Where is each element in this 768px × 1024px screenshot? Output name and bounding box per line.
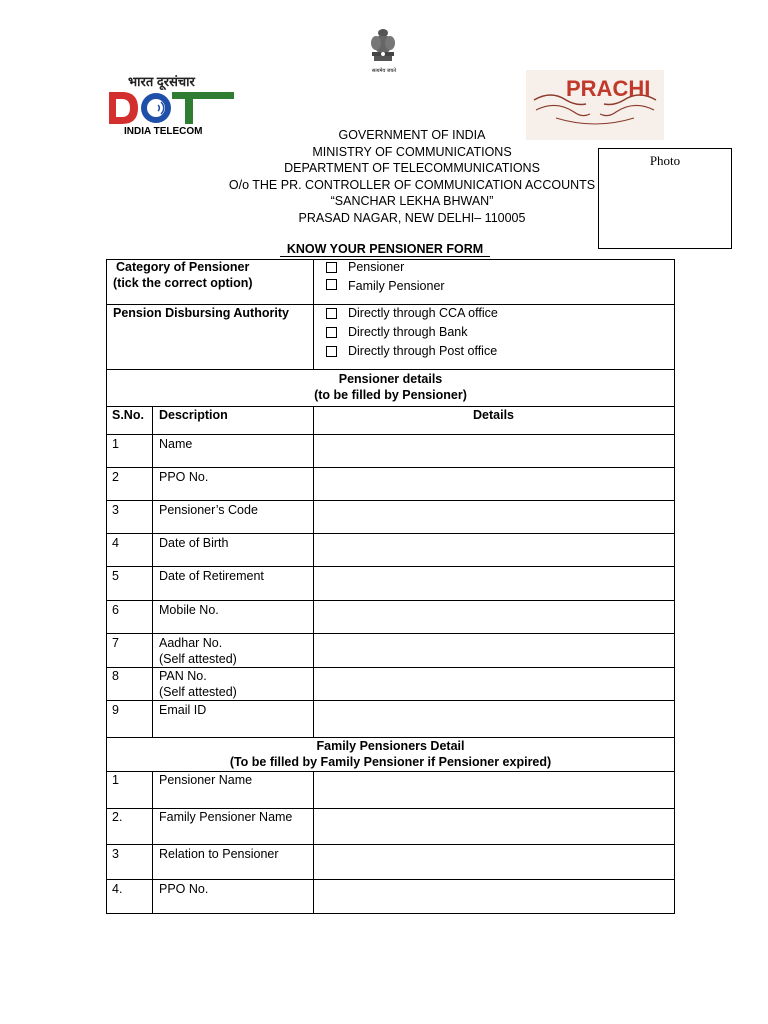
- relation-field[interactable]: [314, 845, 674, 879]
- table-border-left: [106, 259, 107, 914]
- row-sno: 3: [112, 847, 119, 861]
- disbursing-label: Pension Disbursing Authority: [113, 306, 289, 320]
- pan-field[interactable]: [314, 668, 674, 700]
- option-family-pensioner: Family Pensioner: [348, 279, 445, 293]
- mobile-field[interactable]: [314, 601, 674, 633]
- ppo-field[interactable]: [314, 468, 674, 500]
- table-line-vertical: [152, 771, 153, 913]
- row-sno: 5: [112, 569, 119, 583]
- row-desc-ppo: PPO No.: [159, 470, 209, 484]
- table-line: [106, 369, 675, 370]
- checkbox-pensioner[interactable]: [326, 262, 337, 273]
- row-desc-family-ppo: PPO No.: [159, 882, 209, 896]
- row-desc-family-pensioner-name: Family Pensioner Name: [159, 810, 293, 824]
- pensioner-name-field[interactable]: [314, 772, 674, 808]
- checkbox-bank[interactable]: [326, 327, 337, 338]
- row-sno: 2.: [112, 810, 123, 824]
- pensioner-section-title: Pensioner details: [338, 372, 443, 386]
- family-ppo-field[interactable]: [314, 880, 674, 913]
- header-ministry: MINISTRY OF COMMUNICATIONS: [312, 144, 512, 159]
- row-sno: 4.: [112, 882, 123, 896]
- header-office: O/o THE PR. CONTROLLER OF COMMUNICATION ACCOUNTS: [228, 177, 596, 192]
- row-sno: 1: [112, 437, 119, 451]
- checkbox-family-pensioner[interactable]: [326, 279, 337, 290]
- row-desc-email: Email ID: [159, 703, 207, 717]
- row-desc-pensioner-code: Pensioner’s Code: [159, 503, 258, 517]
- col-header-sno: S.No.: [112, 408, 144, 422]
- row-desc-aadhar: Aadhar No.: [159, 636, 223, 650]
- table-line-vertical: [313, 259, 314, 369]
- dot-subtitle: INDIA TELECOM: [124, 126, 203, 137]
- checkbox-post-office[interactable]: [326, 346, 337, 357]
- col-header-description: Description: [159, 408, 228, 422]
- row-desc-aadhar-note: (Self attested): [159, 652, 237, 666]
- row-sno: 6: [112, 603, 119, 617]
- row-desc-dob: Date of Birth: [159, 536, 229, 550]
- row-sno: 2: [112, 470, 119, 484]
- pensioner-code-field[interactable]: [314, 501, 674, 533]
- row-sno: 3: [112, 503, 119, 517]
- header-department: DEPARTMENT OF TELECOMMUNICATIONS: [284, 161, 540, 175]
- emblem-motto: सत्यमेव जयते: [371, 68, 397, 74]
- form-title: KNOW YOUR PENSIONER FORM: [286, 242, 484, 256]
- row-sno: 9: [112, 703, 119, 717]
- table-line-vertical: [152, 406, 153, 737]
- header-govt: GOVERNMENT OF INDIA: [338, 128, 486, 142]
- option-bank: Directly through Bank: [348, 325, 468, 339]
- row-sno: 7: [112, 636, 119, 650]
- header-building: “SANCHAR LEKHA BHWAN”: [330, 194, 494, 208]
- table-line: [106, 913, 675, 914]
- dob-field[interactable]: [314, 534, 674, 566]
- form-title-underline: [280, 256, 490, 257]
- option-cca-office: Directly through CCA office: [348, 306, 498, 320]
- option-post-office: Directly through Post office: [348, 344, 498, 358]
- option-pensioner: Pensioner: [348, 260, 405, 274]
- row-sno: 8: [112, 669, 119, 683]
- family-section-subtitle: (To be filled by Family Pensioner if Pensioner expired): [229, 755, 552, 769]
- aadhar-field[interactable]: [314, 634, 674, 667]
- prachi-logo-text: PRACHI: [566, 76, 651, 101]
- family-section-title: Family Pensioners Detail: [316, 739, 465, 753]
- row-desc-pan: PAN No.: [159, 669, 207, 683]
- category-label: Category of Pensioner: [116, 260, 250, 274]
- checkbox-cca-office[interactable]: [326, 308, 337, 319]
- col-header-details: Details: [473, 408, 514, 422]
- row-desc-pan-note: (Self attested): [159, 685, 237, 699]
- national-emblem-icon: [366, 27, 400, 69]
- row-sno: 1: [112, 773, 119, 787]
- row-desc-retirement: Date of Retirement: [159, 569, 264, 583]
- family-pensioner-name-field[interactable]: [314, 809, 674, 844]
- row-desc-name: Name: [159, 437, 193, 451]
- row-sno: 4: [112, 536, 119, 550]
- pensioner-section-subtitle: (to be filled by Pensioner): [314, 388, 467, 402]
- table-border-right: [674, 259, 675, 914]
- row-desc-pensioner-name: Pensioner Name: [159, 773, 253, 787]
- header-address: PRASAD NAGAR, NEW DELHI– 110005: [298, 210, 526, 225]
- row-desc-mobile: Mobile No.: [159, 603, 219, 617]
- photo-label: Photo: [649, 153, 681, 168]
- name-field[interactable]: [314, 435, 674, 467]
- row-desc-relation: Relation to Pensioner: [159, 847, 279, 861]
- category-sublabel: (tick the correct option): [113, 276, 253, 290]
- email-field[interactable]: [314, 701, 674, 737]
- dot-hindi-text: भारत दूरसंचार: [128, 74, 195, 89]
- retirement-date-field[interactable]: [314, 567, 674, 600]
